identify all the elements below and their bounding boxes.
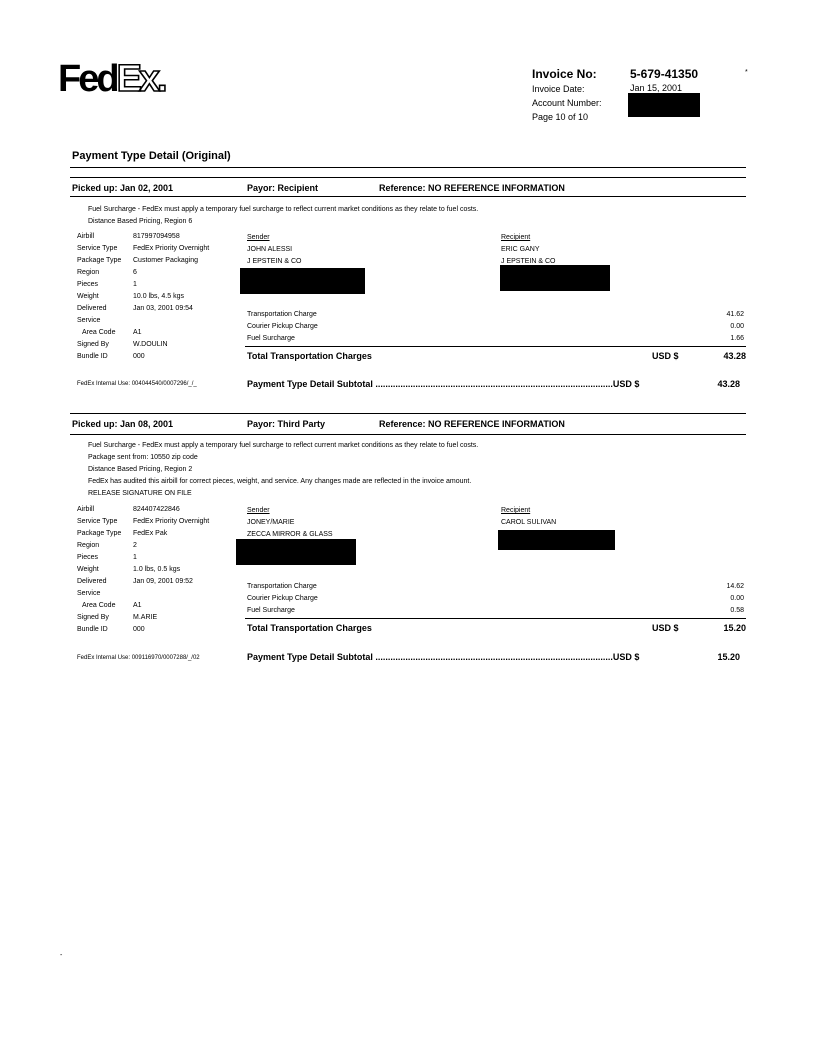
- charge-label: Transportation Charge: [247, 311, 317, 318]
- shipment-1-reference: Reference: NO REFERENCE INFORMATION: [379, 183, 565, 193]
- field-value: 000: [133, 626, 145, 633]
- field-label: Bundle ID: [77, 353, 108, 360]
- charge-label: Fuel Surcharge: [247, 335, 295, 342]
- shipment-2-sender: [247, 505, 333, 541]
- field-label: Package Type: [77, 530, 122, 537]
- field-label: Area Code: [82, 329, 116, 336]
- shipment-2-field-values: [133, 504, 209, 636]
- sender-line: JONEY/MARIE: [247, 519, 295, 526]
- redacted-recipient-address: [498, 530, 615, 550]
- field-label: Airbill: [77, 233, 95, 240]
- shipment-2-internal-use: FedEx Internal Use: 009116970/0007288/_/02: [77, 655, 200, 661]
- field-value: 817997094958: [133, 233, 180, 240]
- field-value: 1.0 lbs, 0.5 kgs: [133, 566, 181, 573]
- field-label: Pieces: [77, 554, 99, 561]
- charge-label: Fuel Surcharge: [247, 607, 295, 614]
- field-value: 000: [133, 353, 145, 360]
- field-value: 824407422846: [133, 506, 180, 513]
- shipment-1-internal-use: FedEx Internal Use: 004044540/0007296/_/_: [77, 381, 197, 387]
- recipient-line: J EPSTEIN & CO: [501, 258, 556, 265]
- note: Distance Based Pricing, Region 6: [88, 218, 193, 225]
- field-label: Service Type: [77, 518, 118, 525]
- field-label: Area Code: [82, 602, 116, 609]
- field-label: Signed By: [77, 341, 109, 348]
- shipment-1-total: 43.28: [723, 351, 746, 361]
- field-label: Service: [77, 317, 101, 324]
- field-value: [133, 588, 209, 600]
- field-value: 1: [133, 281, 137, 288]
- note: FedEx has audited this airbill for correct pieces, weight, and service. Any changes made are reflected in the invoice amount.: [88, 478, 472, 485]
- page-title: Payment Type Detail (Original): [72, 150, 231, 162]
- field-value: M.ARIE: [133, 614, 158, 621]
- charge-label: Courier Pickup Charge: [247, 323, 318, 330]
- field-value: W.DOULIN: [133, 341, 168, 348]
- field-value: 2: [133, 542, 137, 549]
- field-value: A1: [133, 602, 142, 609]
- shipment-1-picked-up: Picked up: Jan 02, 2001: [72, 183, 174, 193]
- page-number: Page 10 of 10: [532, 112, 589, 122]
- field-label: Service Type: [77, 245, 118, 252]
- shipment-1-charges-rule: [245, 346, 746, 347]
- field-label: Signed By: [77, 614, 109, 621]
- field-value: FedEx Priority Overnight: [133, 245, 210, 252]
- invoice-date-label: Invoice Date:: [532, 84, 585, 94]
- shipment-1-notes: [88, 204, 478, 228]
- field-label: Weight: [77, 566, 99, 573]
- recipient-line: ERIC GANY: [501, 246, 540, 253]
- note: Fuel Surcharge - FedEx must apply a temporary fuel surcharge to reflect current market conditions as they relate to fuel costs.: [88, 442, 479, 449]
- field-value: 6: [133, 269, 137, 276]
- charge-amount: 0.58: [730, 607, 744, 614]
- note: RELEASE SIGNATURE ON FILE: [88, 490, 192, 497]
- shipment-1-total-label: Total Transportation Charges: [247, 351, 372, 361]
- field-value: 10.0 lbs, 4.5 kgs: [133, 293, 184, 300]
- account-number-label: Account Number:: [532, 98, 602, 108]
- charge-amount: 0.00: [730, 323, 744, 330]
- field-label: Airbill: [77, 506, 95, 513]
- fedex-logo: [58, 58, 165, 101]
- charge-amount: 1.66: [730, 335, 744, 342]
- shipment-2-notes: [88, 440, 478, 500]
- field-label: Bundle ID: [77, 626, 108, 633]
- shipment-1-recipient: [501, 232, 555, 268]
- field-label: Service: [77, 590, 101, 597]
- field-value: 1: [133, 554, 137, 561]
- redacted-recipient-address: [500, 265, 610, 291]
- field-value: FedEx Pak: [133, 530, 168, 537]
- recipient-line: CAROL SULIVAN: [501, 519, 557, 526]
- field-label: Pieces: [77, 281, 99, 288]
- charge-amount: 14.62: [726, 583, 744, 590]
- shipment-1-top-rule: [70, 177, 746, 178]
- field-label: Region: [77, 542, 100, 549]
- field-value: Jan 03, 2001 09:54: [133, 305, 193, 312]
- field-label: Weight: [77, 293, 99, 300]
- charge-label: Transportation Charge: [247, 583, 317, 590]
- shipment-1-charge-labels: [247, 309, 318, 345]
- shipment-2-field-labels: [77, 504, 121, 636]
- shipment-2-reference: Reference: NO REFERENCE INFORMATION: [379, 419, 565, 429]
- shipment-1-charge-amounts: [690, 309, 744, 345]
- field-value: Jan 09, 2001 09:52: [133, 578, 193, 585]
- note: Distance Based Pricing, Region 2: [88, 466, 193, 473]
- sender-label: Sender: [247, 234, 270, 241]
- shipment-1-payor: Payor: Recipient: [247, 183, 319, 193]
- field-value: FedEx Priority Overnight: [133, 518, 210, 525]
- invoice-no: 5-679-41350: [630, 67, 699, 81]
- field-value: Customer Packaging: [133, 257, 198, 264]
- redacted-sender-address: [240, 268, 365, 294]
- invoice-date: Jan 15, 2001: [630, 83, 683, 93]
- sender-label: Sender: [247, 507, 270, 514]
- field-value: A1: [133, 329, 142, 336]
- shipment-2-total-currency: USD $: [652, 623, 679, 633]
- shipment-1-field-values: [133, 231, 209, 363]
- shipment-2-total: 15.20: [723, 623, 746, 633]
- charge-amount: 41.62: [726, 311, 744, 318]
- redacted-sender-address: [236, 539, 356, 565]
- note: Fuel Surcharge - FedEx must apply a temporary fuel surcharge to reflect current market conditions as they relate to fuel costs.: [88, 206, 479, 213]
- shipment-1-subtotal-label: Payment Type Detail Subtotal ...............................................................................................USD $: [247, 379, 640, 389]
- shipment-2-payor: Payor: Third Party: [247, 419, 326, 429]
- shipment-2-subtotal-label: Payment Type Detail Subtotal ...............................................................................................USD $: [247, 652, 640, 662]
- sender-line: J EPSTEIN & CO: [247, 258, 302, 265]
- corner-mark: *: [745, 69, 748, 76]
- recipient-label: Recipient: [501, 234, 531, 241]
- shipment-1-total-currency: USD $: [652, 351, 679, 361]
- redacted-account-number: [628, 93, 700, 117]
- shipment-2-top-rule: [70, 413, 746, 414]
- footer-mark: -: [60, 952, 63, 959]
- title-divider: [70, 167, 746, 168]
- logo-ex: Ex.: [116, 58, 165, 100]
- note: Package sent from: 10550 zip code: [88, 454, 198, 461]
- shipment-1-sender: [247, 232, 301, 268]
- shipment-1-field-labels: [77, 231, 121, 363]
- shipment-2-total-label: Total Transportation Charges: [247, 623, 372, 633]
- shipment-2-charge-amounts: [690, 581, 744, 617]
- charge-label: Courier Pickup Charge: [247, 595, 318, 602]
- field-label: Delivered: [77, 305, 107, 312]
- charge-amount: 0.00: [730, 595, 744, 602]
- shipment-2-charges-rule: [245, 618, 746, 619]
- shipment-1-subtotal: 43.28: [717, 379, 740, 389]
- recipient-label: Recipient: [501, 507, 531, 514]
- logo-fed: Fed: [58, 58, 117, 100]
- shipment-2-picked-up: Picked up: Jan 08, 2001: [72, 419, 174, 429]
- field-value: [133, 315, 209, 327]
- sender-line: ZECCA MIRROR & GLASS: [247, 531, 333, 538]
- field-label: Delivered: [77, 578, 107, 585]
- shipment-1-header-rule: [70, 196, 746, 197]
- field-label: Package Type: [77, 257, 122, 264]
- shipment-2-header-rule: [70, 434, 746, 435]
- invoice-no-label: Invoice No:: [532, 67, 597, 81]
- field-label: Region: [77, 269, 100, 276]
- sender-line: JOHN ALESSI: [247, 246, 293, 253]
- shipment-2-charge-labels: [247, 581, 318, 617]
- shipment-2-recipient: [501, 505, 556, 529]
- shipment-2-subtotal: 15.20: [717, 652, 740, 662]
